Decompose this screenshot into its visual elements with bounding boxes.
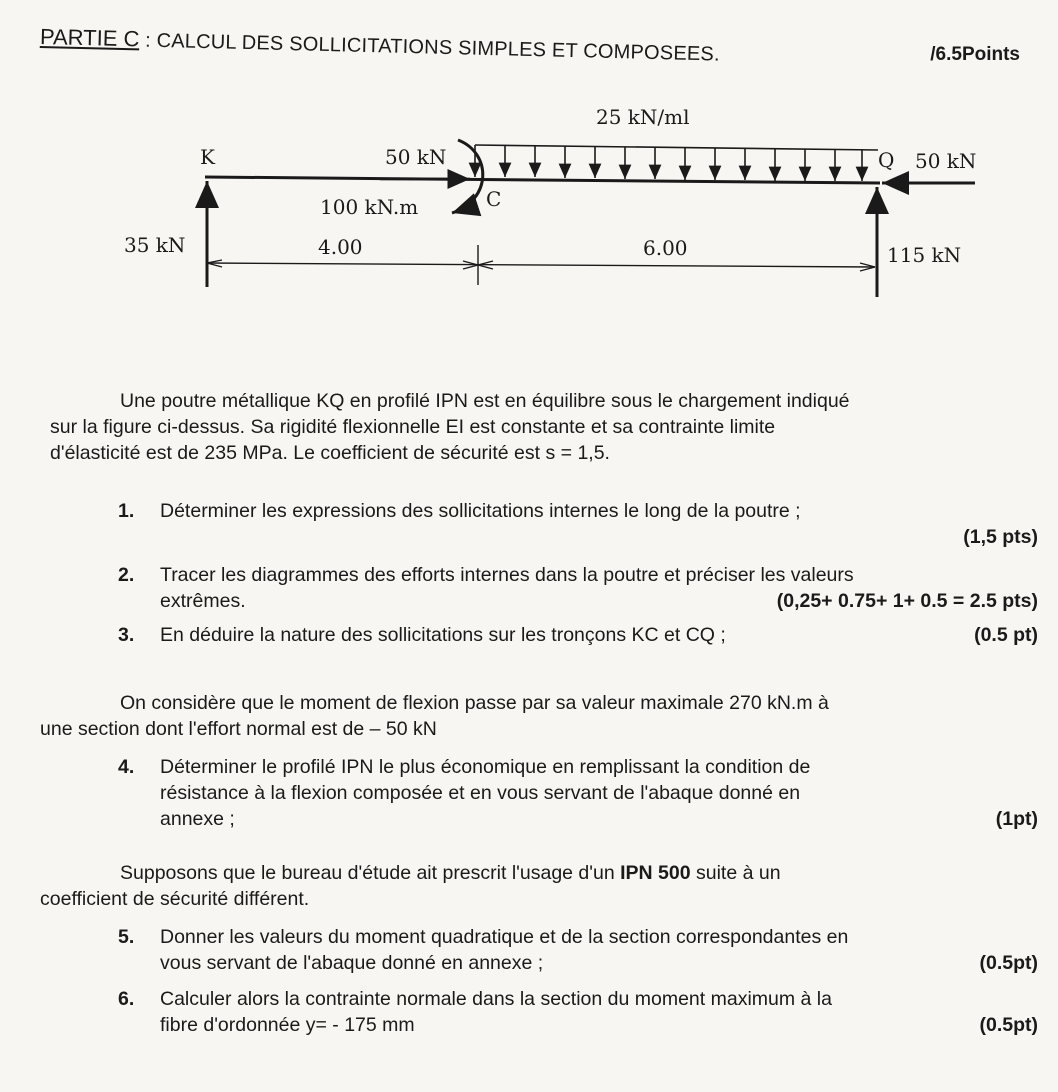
paragraph-line-2: coefficient de sécurité différent. — [40, 888, 310, 910]
beam-diagram — [0, 95, 1058, 325]
dimension-line — [207, 245, 875, 285]
paragraph-ipn-500 — [40, 860, 1025, 912]
section-points: /6.5Points — [930, 44, 1020, 65]
question-3 — [118, 622, 1038, 648]
paragraph-max-moment — [40, 690, 1025, 742]
question-number: 3. — [118, 624, 135, 646]
question-text-line-2: fibre d'ordonnée y= - 175 mm — [160, 1014, 415, 1036]
reaction-k-label: 35 kN — [124, 233, 186, 257]
section-header — [40, 14, 1030, 74]
force-c-label: 50 kN — [385, 145, 447, 169]
question-text: En déduire la nature des sollicitations sur les tronçons KC et CQ ; — [160, 624, 726, 646]
question-text: Déterminer les expressions des sollicitations internes le long de la poutre ; — [160, 500, 801, 522]
intro-paragraph — [50, 388, 1035, 466]
part-label: PARTIE C — [39, 24, 140, 52]
paragraph-line-1a: Supposons que le bureau d'étude ait prescrit l'usage d'un — [120, 862, 621, 884]
question-2 — [118, 562, 1038, 614]
question-points: (1,5 pts) — [963, 526, 1038, 548]
distributed-load — [475, 145, 878, 181]
question-points: (0.5pt) — [979, 952, 1038, 974]
question-text-line-1: Tracer les diagrammes des efforts internes dans la poutre et préciser les valeurs — [160, 564, 854, 586]
intro-line-2: sur la figure ci-dessus. Sa rigidité flexionnelle EI est constante et sa contrainte limite — [50, 416, 776, 438]
question-number: 2. — [118, 564, 135, 586]
reaction-q-label: 115 kN — [887, 243, 962, 267]
question-number: 6. — [118, 988, 135, 1010]
question-number: 4. — [118, 756, 135, 778]
point-q-label: Q — [878, 148, 895, 172]
question-text-line-1: Calculer alors la contrainte normale dans la section du moment maximum à la — [160, 988, 832, 1010]
question-points: (0.5 pt) — [974, 624, 1038, 646]
question-6 — [118, 986, 1038, 1038]
paragraph-line-1: On considère que le moment de flexion passe par sa valeur maximale 270 kN.m à — [120, 692, 829, 714]
question-text-line-3: annexe ; — [160, 808, 235, 830]
question-text-line-2: résistance à la flexion composée et en vous servant de l'abaque donné en — [160, 782, 801, 804]
beam-line — [205, 177, 880, 183]
question-text-line-2: extrêmes. — [160, 590, 246, 612]
distributed-load-label: 25 kN/ml — [596, 105, 690, 129]
moment-c-arrow — [452, 140, 483, 213]
moment-c-label: 100 kN.m — [320, 195, 419, 219]
question-text-line-1: Déterminer le profilé IPN le plus économique en remplissant la condition de — [160, 756, 811, 778]
paragraph-line-2: une section dont l'effort normal est de – 50 kN — [40, 718, 437, 740]
dim-cq-label: 6.00 — [643, 236, 688, 260]
question-points: (0,25+ 0.75+ 1+ 0.5 = 2.5 pts) — [776, 590, 1038, 612]
beam-figure — [0, 95, 1058, 325]
question-text-line-2: vous servant de l'abaque donné en annexe ; — [160, 952, 544, 974]
profile-name: IPN 500 — [620, 862, 691, 884]
intro-line-3: d'élasticité est de 235 MPa. Le coefficient de sécurité est s = 1,5. — [50, 442, 610, 464]
point-c-label: C — [486, 187, 502, 211]
dim-kc-label: 4.00 — [318, 235, 363, 259]
section-title: : CALCUL DES SOLLICITATIONS SIMPLES ET COMPOSEES. — [139, 29, 721, 66]
intro-line-1: Une poutre métallique KQ en profilé IPN est en équilibre sous le chargement indiqué — [120, 390, 850, 412]
paragraph-line-1c: suite à un — [690, 862, 781, 884]
force-q-label: 50 kN — [915, 149, 977, 173]
question-5 — [118, 924, 1038, 976]
question-text-line-1: Donner les valeurs du moment quadratique et de la section correspondantes en — [160, 926, 849, 948]
question-number: 1. — [118, 500, 135, 522]
question-points: (0.5pt) — [979, 1014, 1038, 1036]
question-number: 5. — [118, 926, 135, 948]
point-k-label: K — [200, 145, 215, 169]
question-1 — [118, 498, 1038, 550]
question-4 — [118, 754, 1038, 832]
question-points: (1pt) — [995, 808, 1038, 830]
